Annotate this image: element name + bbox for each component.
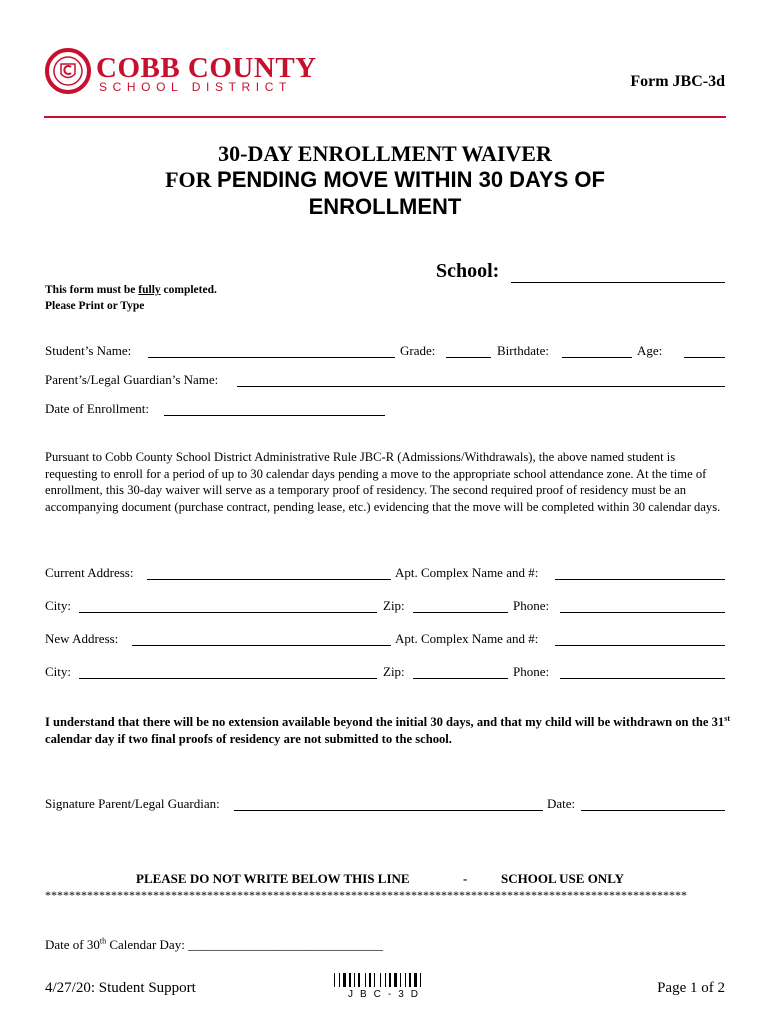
calendar-day-sup: th: [99, 936, 107, 946]
instruction-line-1: [45, 284, 217, 296]
school-use-only-label: SCHOOL USE ONLY: [501, 871, 625, 886]
barcode-bar: [405, 973, 406, 987]
zip-1-label: Zip:: [383, 598, 405, 613]
barcode-text: JBC-3D: [348, 989, 426, 1000]
barcode-bar: [354, 973, 355, 987]
form-barcode: [334, 973, 436, 1000]
barcode-bar: [365, 973, 366, 987]
no-write-notice: PLEASE DO NOT WRITE BELOW THIS LINE: [136, 871, 410, 886]
barcode-bar: [385, 973, 386, 987]
grade-label: Grade:: [400, 343, 436, 358]
logo-sub-text: SCHOOL DISTRICT: [99, 80, 292, 94]
phone-1-field[interactable]: [560, 612, 725, 613]
barcode-bar: [389, 973, 391, 987]
apt-complex-2-label: Apt. Complex Name and #:: [395, 631, 539, 646]
barcode-bar: [380, 973, 381, 987]
instruction-emphasis: fully: [138, 284, 161, 296]
barcode-bar: [349, 973, 351, 987]
city-2-label: City:: [45, 664, 72, 679]
acknowledgement-sup: st: [724, 713, 730, 723]
guardian-name-field[interactable]: [237, 386, 725, 387]
barcode-bar: [374, 973, 375, 987]
current-address-field[interactable]: [147, 579, 391, 580]
city-2-field[interactable]: [79, 678, 377, 679]
school-field[interactable]: [511, 282, 725, 283]
barcode-bar: [334, 973, 335, 987]
current-address-label: Current Address:: [45, 565, 134, 580]
acknowledgement-part-1: I understand that there will be no extension available beyond the initial 30 days, and that my child will be withdrawn on the 31: [45, 715, 725, 729]
zip-2-field[interactable]: [413, 678, 508, 679]
phone-2-label: Phone:: [513, 664, 550, 679]
enrollment-date-field[interactable]: [164, 415, 385, 416]
calendar-day-label: [45, 937, 383, 953]
acknowledgement-part-2: calendar day if two final proofs of residency are not submitted to the school.: [45, 731, 452, 746]
city-1-field[interactable]: [79, 612, 377, 613]
student-name-label: Student’s Name:: [45, 343, 132, 358]
barcode-bar: [369, 973, 371, 987]
calendar-day-suffix: Calendar Day: ______________________________: [106, 937, 384, 952]
birthdate-field[interactable]: [562, 357, 632, 358]
barcode-bar: [420, 973, 421, 987]
new-address-label: New Address:: [45, 631, 119, 646]
acknowledgement-text: [45, 714, 735, 747]
zip-1-field[interactable]: [413, 612, 508, 613]
instruction-line-2: Please Print or Type: [45, 300, 145, 312]
barcode-icon: [334, 973, 436, 987]
calendar-day-prefix: Date of 30: [45, 937, 100, 952]
phone-1-label: Phone:: [513, 598, 550, 613]
apt-complex-1-field[interactable]: [555, 579, 725, 580]
grade-field[interactable]: [446, 357, 491, 358]
star-separator: ***********************************************************************************************************: [45, 888, 687, 902]
waiver-paragraph: Pursuant to Cobb County School District Administrative Rule JBC-R (Admissions/Withdrawals), the above named student is requesting to enroll for a period of up to 30 calendar days pending a move to the appropriate school attendance zone. At the time of enrollment, this 30-day waiver will serve as a temporary proof of residency. The second required proof of residency must be an accompanying document (purchase contract, pending lease, etc.) evidencing that the move will be completed within 30 calendar days.: [45, 450, 721, 514]
signature-field[interactable]: [234, 810, 543, 811]
title-line-1: 30-DAY ENROLLMENT WAIVER: [218, 141, 552, 166]
title-line-2: [0, 167, 770, 193]
barcode-bar: [400, 973, 401, 987]
divider-dash: -: [463, 871, 468, 886]
instruction-prefix: This form must be: [45, 284, 139, 296]
enrollment-date-label: Date of Enrollment:: [45, 401, 149, 416]
age-label: Age:: [637, 343, 663, 358]
form-id: Form JBC-3d: [630, 73, 725, 90]
barcode-bar: [409, 973, 411, 987]
new-address-field[interactable]: [132, 645, 391, 646]
barcode-bar: [394, 973, 397, 987]
footer-revision: 4/27/20: Student Support: [45, 980, 196, 996]
signature-label: Signature Parent/Legal Guardian:: [45, 796, 220, 811]
apt-complex-1-label: Apt. Complex Name and #:: [395, 565, 539, 580]
header-rule: [44, 116, 726, 118]
title-line-3: ENROLLMENT: [308, 194, 462, 219]
signature-date-label: Date:: [547, 796, 576, 811]
barcode-bar: [339, 973, 340, 987]
birthdate-label: Birthdate:: [497, 343, 549, 358]
apt-complex-2-field[interactable]: [555, 645, 725, 646]
cobb-county-seal-icon: [44, 46, 94, 96]
zip-2-label: Zip:: [383, 664, 405, 679]
title-line-2-main: PENDING MOVE WITHIN 30 DAYS OF: [217, 167, 605, 192]
student-name-field[interactable]: [148, 357, 395, 358]
school-label: School:: [436, 260, 500, 282]
city-1-label: City:: [45, 598, 72, 613]
barcode-bar: [358, 973, 360, 987]
barcode-bar: [414, 973, 417, 987]
instruction-suffix: completed.: [160, 284, 217, 296]
barcode-bar: [343, 973, 346, 987]
age-field[interactable]: [684, 357, 725, 358]
title-line-2-prefix: FOR: [165, 167, 212, 192]
footer-page-number: Page 1 of 2: [657, 980, 725, 996]
logo-main-text: COBB COUNTY: [96, 52, 317, 84]
signature-date-field[interactable]: [581, 810, 725, 811]
guardian-name-label: Parent’s/Legal Guardian’s Name:: [45, 372, 219, 387]
phone-2-field[interactable]: [560, 678, 725, 679]
